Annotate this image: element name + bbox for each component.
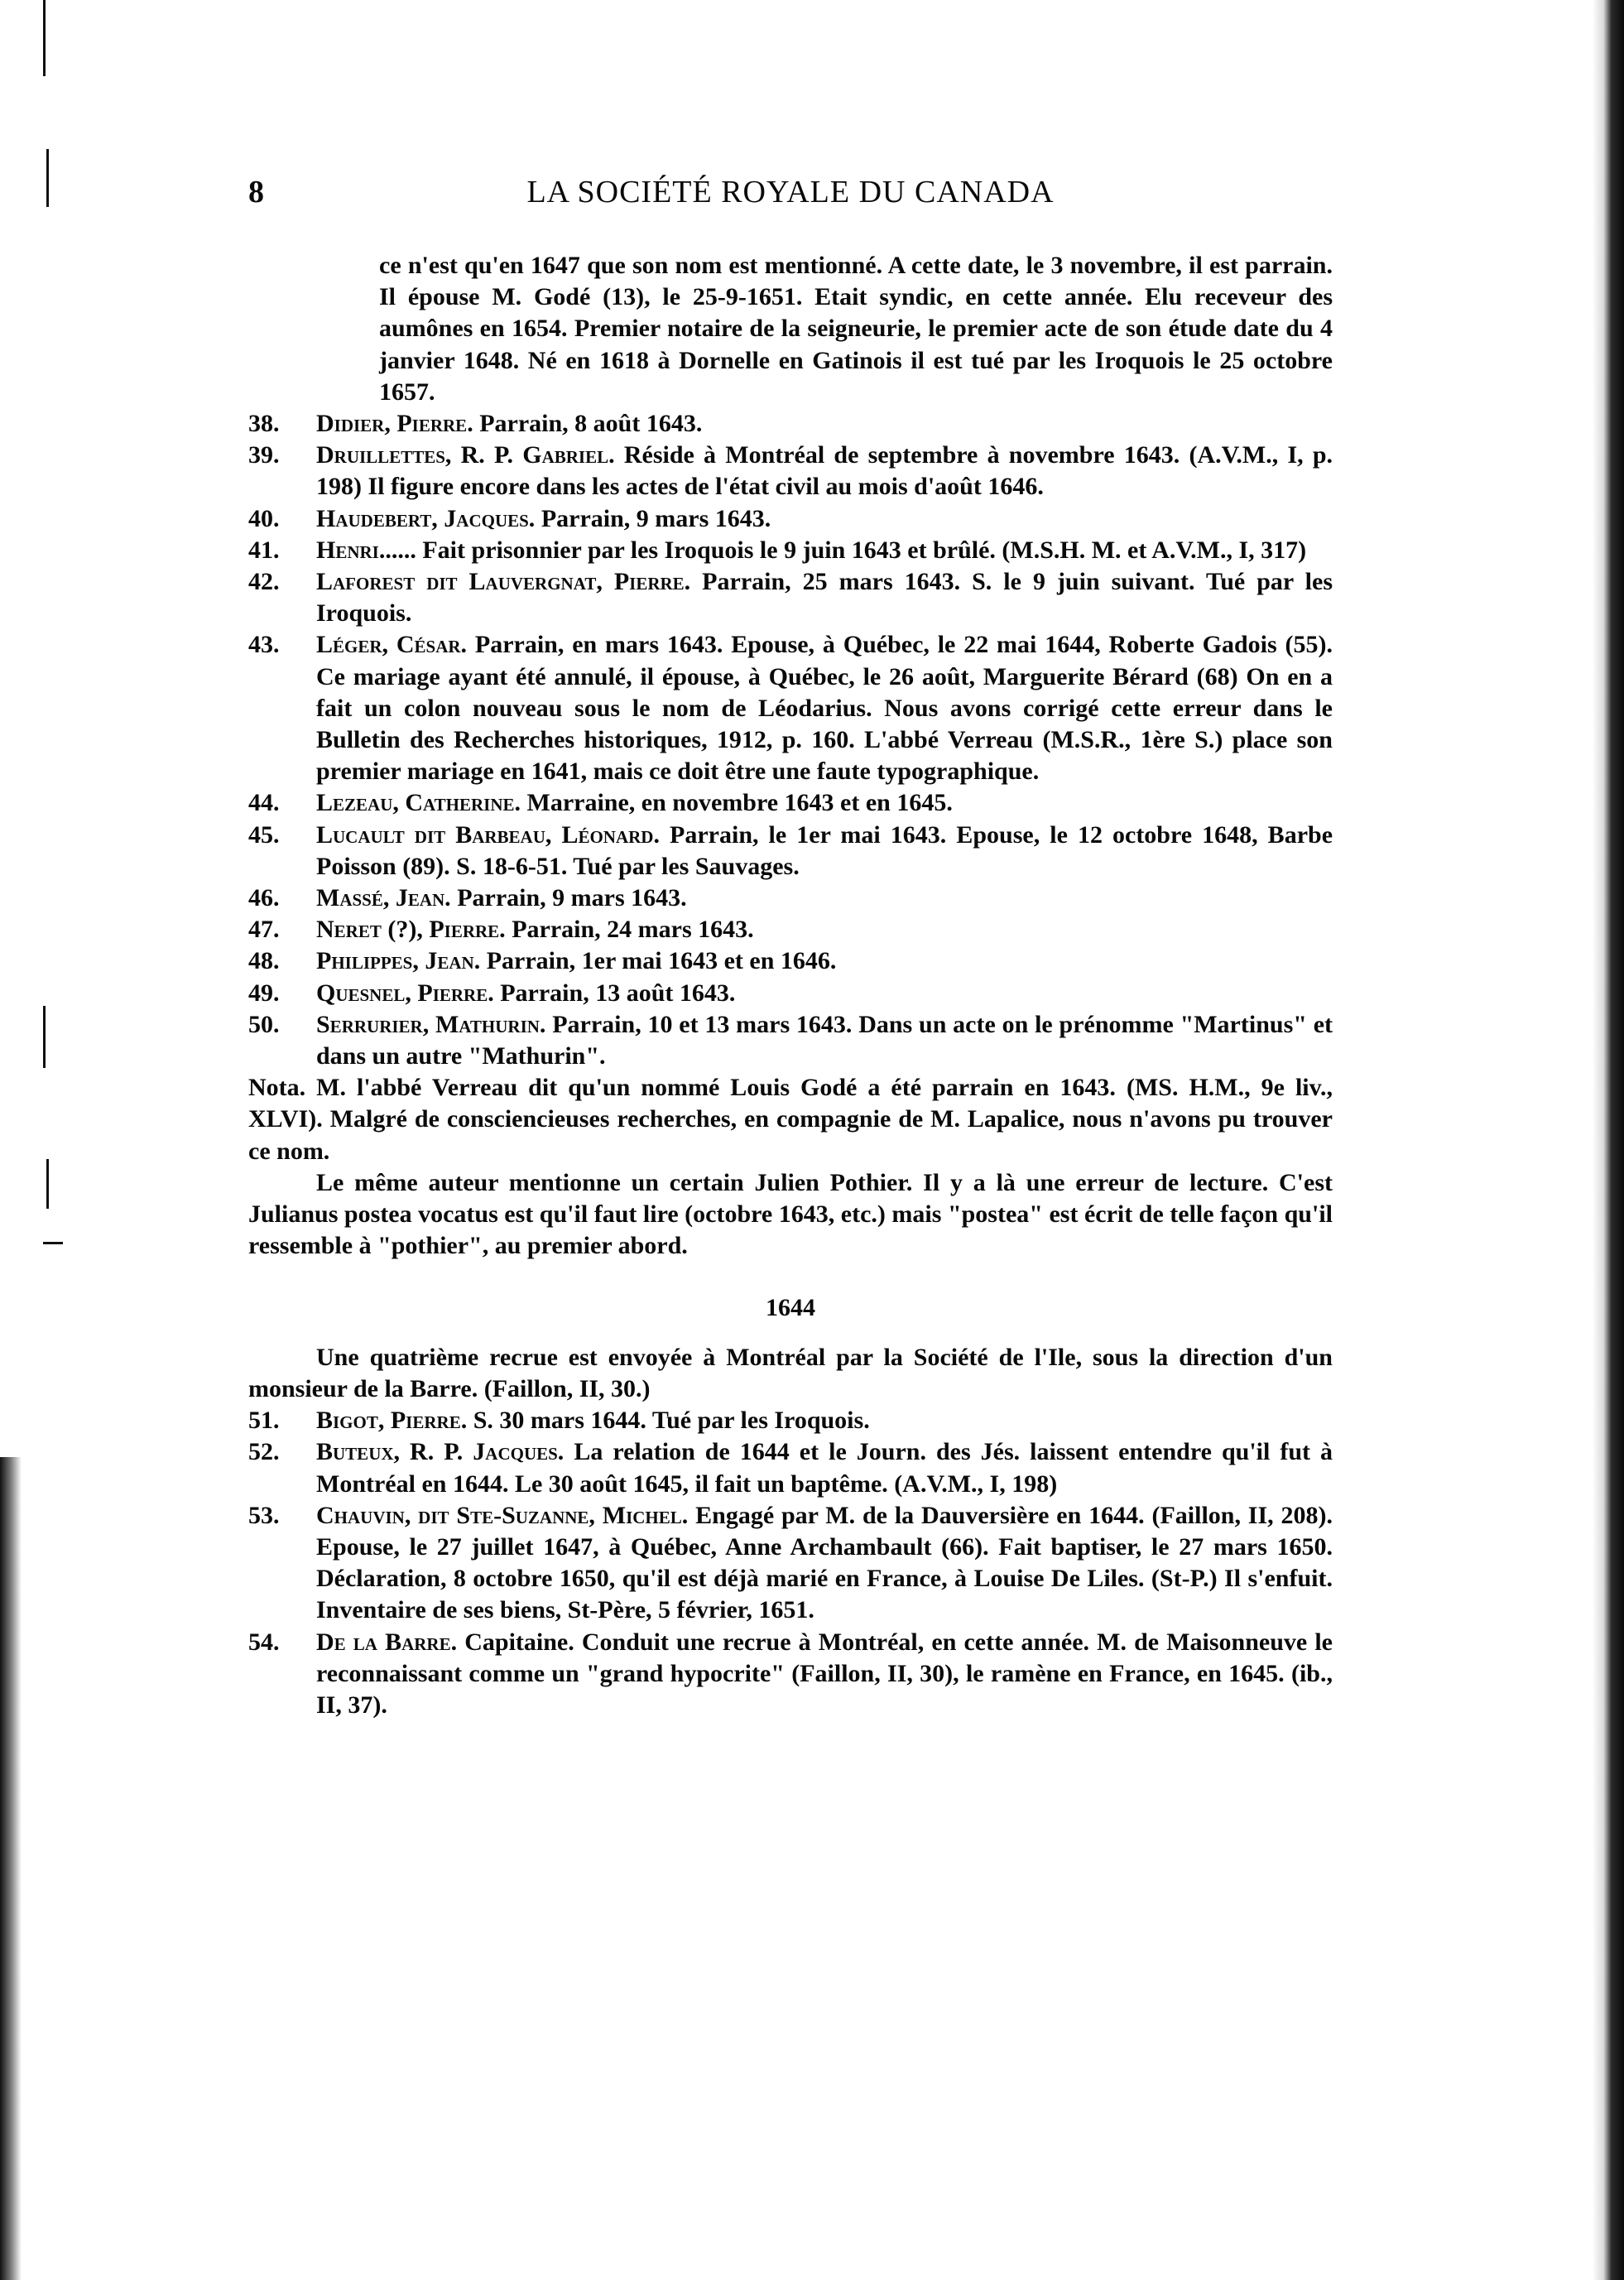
entry-text: Parrain, en mars 1643. Epouse, à Québec, le 22 mai 1644, Roberte Gadois (55). Ce mariage ayant été annulé, il épouse, à Québec, le 26 août, Marguerite Bérard (68) On en a fait un colon nouveau sous le nom de Léodarius. Nous avons corrigé cette erreur dans le Bulletin des Recherches historiques, 1912, p. 160. L'abbé Verreau (M.S.R., 1ère S.) place son premier mariage en 1641, mais ce doit être une faute typographique. (316, 631, 1333, 786)
list-item (248, 566, 1333, 629)
list-item (248, 1405, 1333, 1436)
list-item (248, 535, 1333, 566)
entry-text: Engagé par M. de la Dauversière en 1644. (Faillon, II, 208). Epouse, le 27 juillet 1647, à Québec, Anne Archambault (66). Fait baptiser, le 27 mars 1650. Déclaration, 8 octobre 1650, qu'il est déjà marié en France, à Louise De Liles. (St-P.) Il s'enfuit. Inventaire de ses biens, St-Père, 5 février, 1651. (316, 1501, 1333, 1624)
page-number: 8 (248, 175, 265, 209)
scan-left-edge-shadow (0, 1457, 22, 2280)
entry-text: Marraine, en novembre 1643 et en 1645. (526, 789, 953, 817)
entry-name: Quesnel, Pierre. (316, 979, 494, 1007)
list-item (248, 978, 1333, 1009)
list-item (248, 883, 1333, 914)
entry-text: La relation de 1644 et le Journ. des Jés. laissent entendre qu'il fut à Montréal en 1644. Le 30 août 1645, il fait un baptême. (A.V.M., I, 198) (316, 1438, 1333, 1498)
entry-name: Laforest dit Lauvergnat, Pierre. (316, 568, 691, 596)
note-paragraph-2: Le même auteur mentionne un certain Julien Pothier. Il y a là une erreur de lecture. C'est Julianus postea vocatus est qu'il faut lire (octobre 1643, etc.) mais "postea" est écrit de telle façon qu'il ressemble à "pothier", au premier abord. (248, 1168, 1333, 1260)
entry-number: 51. (248, 1407, 280, 1435)
list-item (248, 1009, 1333, 1072)
entry-text: Réside à Montréal de septembre à novembre 1643. (A.V.M., I, p. 198) Il figure encore dans les actes de l'état civil au mois d'août 1646. (316, 441, 1333, 501)
list-item (248, 408, 1333, 440)
entry-name: Serrurier, Mathurin. (316, 1010, 546, 1038)
entry-text: Parrain, 9 mars 1643. (457, 884, 687, 912)
entry-name: Neret (?), Pierre. (316, 916, 506, 944)
entry-text: Fait prisonnier par les Iroquois le 9 juin 1643 et brûlé. (M.S.H. M. et A.V.M., I, 317) (422, 536, 1307, 564)
section-year-heading: 1644 (766, 1293, 815, 1321)
entry-name: Druillettes, R. P. Gabriel. (316, 441, 615, 469)
running-title: LA SOCIÉTÉ ROYALE DU CANADA (526, 175, 1055, 209)
list-item (248, 820, 1333, 883)
entry-number: 46. (248, 884, 280, 912)
entry-text: S. 30 mars 1644. Tué par les Iroquois. (473, 1407, 870, 1435)
entry-name: Henri...... (316, 536, 416, 564)
entry-name: Lezeau, Catherine. (316, 789, 521, 817)
entry-number: 44. (248, 789, 280, 817)
list-item (248, 787, 1333, 819)
entry-number: 54. (248, 1628, 280, 1656)
entry-number: 45. (248, 820, 280, 849)
margin-mark (46, 1159, 49, 1209)
entry-number: 42. (248, 568, 280, 596)
note-paragraph: Nota. M. l'abbé Verreau dit qu'un nommé Louis Godé a été parrain en 1643. (MS. H.M., 9e liv., XLVI). Malgré de consciencieuses recherches, en compagnie de M. Lapalice, nous n'avons pu trouver ce nom. (248, 1074, 1333, 1165)
entry-number: 38. (248, 410, 280, 438)
entry-text: Capitaine. Conduit une recrue à Montréal, en cette année. M. de Maisonneuve le reconnaissant comme un "grand hypocrite" (Faillon, II, 30), le ramène en France, en 1645. (ib., II, 37). (316, 1628, 1333, 1719)
scan-right-edge-shadow (1593, 0, 1624, 2280)
entry-text: Parrain, 8 août 1643. (479, 410, 703, 438)
entry-text: Parrain, 1er mai 1643 et en 1646. (486, 947, 837, 975)
entry-number: 48. (248, 947, 280, 975)
entry-number: 49. (248, 979, 280, 1007)
margin-mark (43, 0, 46, 76)
entry-name: Bigot, Pierre. (316, 1407, 468, 1435)
margin-mark (46, 149, 49, 207)
intro-paragraph: ce n'est qu'en 1647 que son nom est mentionné. A cette date, le 3 novembre, il est parrain. Il épouse M. Godé (13), le 25-9-1651. Etait syndic, en cette année. Elu receveur des aumônes en 1654. Premier notaire de la seigneurie, le premier acte de son étude date du 4 janvier 1648. Né en 1618 à Dornelle en Gatinois il est tué par les Iroquois le 25 octobre 1657. (379, 252, 1333, 406)
entry-number: 41. (248, 536, 280, 564)
margin-mark (43, 1242, 63, 1244)
entry-number: 47. (248, 916, 280, 944)
entry-number: 50. (248, 1010, 280, 1038)
list-item (248, 914, 1333, 945)
entry-name: De la Barre. (316, 1628, 458, 1656)
entry-text: Parrain, le 1er mai 1643. Epouse, le 12 octobre 1648, Barbe Poisson (89). S. 18-6-51. Tué par les Sauvages. (316, 820, 1333, 880)
section-intro: Une quatrième recrue est envoyée à Montréal par la Société de l'Ile, sous la direction d'un monsieur de la Barre. (Faillon, II, 30.) (248, 1343, 1333, 1402)
entry-text: Parrain, 24 mars 1643. (512, 916, 754, 944)
entry-name: Chauvin, dit Ste-Suzanne, Michel. (316, 1501, 689, 1529)
entry-number: 39. (248, 441, 280, 469)
list-item (248, 1627, 1333, 1722)
list-item (248, 1436, 1333, 1499)
margin-mark (43, 1006, 46, 1068)
entry-name: Didier, Pierre. (316, 410, 473, 438)
entry-name: Haudebert, Jacques. (316, 504, 536, 532)
list-item (248, 945, 1333, 977)
entry-number: 52. (248, 1438, 280, 1466)
entry-name: Léger, César. (316, 631, 468, 659)
entry-text: Parrain, 13 août 1643. (500, 979, 736, 1007)
entry-text: Parrain, 10 et 13 mars 1643. Dans un acte on le prénomme "Martinus" et dans un autre "Mathurin". (316, 1010, 1333, 1070)
entry-name: Massé, Jean. (316, 884, 451, 912)
page-header (248, 174, 1333, 224)
list-item (248, 503, 1333, 535)
entry-name: Philippes, Jean. (316, 947, 481, 975)
entry-number: 43. (248, 631, 280, 659)
entry-text: Parrain, 25 mars 1643. S. le 9 juin suivant. Tué par les Iroquois. (316, 568, 1333, 628)
entries-1643 (248, 408, 1333, 1072)
list-item (248, 440, 1333, 503)
list-item (248, 629, 1333, 787)
entry-number: 53. (248, 1501, 280, 1529)
entry-text: Parrain, 9 mars 1643. (541, 504, 771, 532)
entry-name: Buteux, R. P. Jacques. (316, 1438, 565, 1466)
entry-number: 40. (248, 504, 280, 532)
page-body (248, 250, 1333, 1721)
entries-1644 (248, 1405, 1333, 1721)
entry-name: Lucault dit Barbeau, Léonard. (316, 820, 660, 849)
list-item (248, 1500, 1333, 1627)
